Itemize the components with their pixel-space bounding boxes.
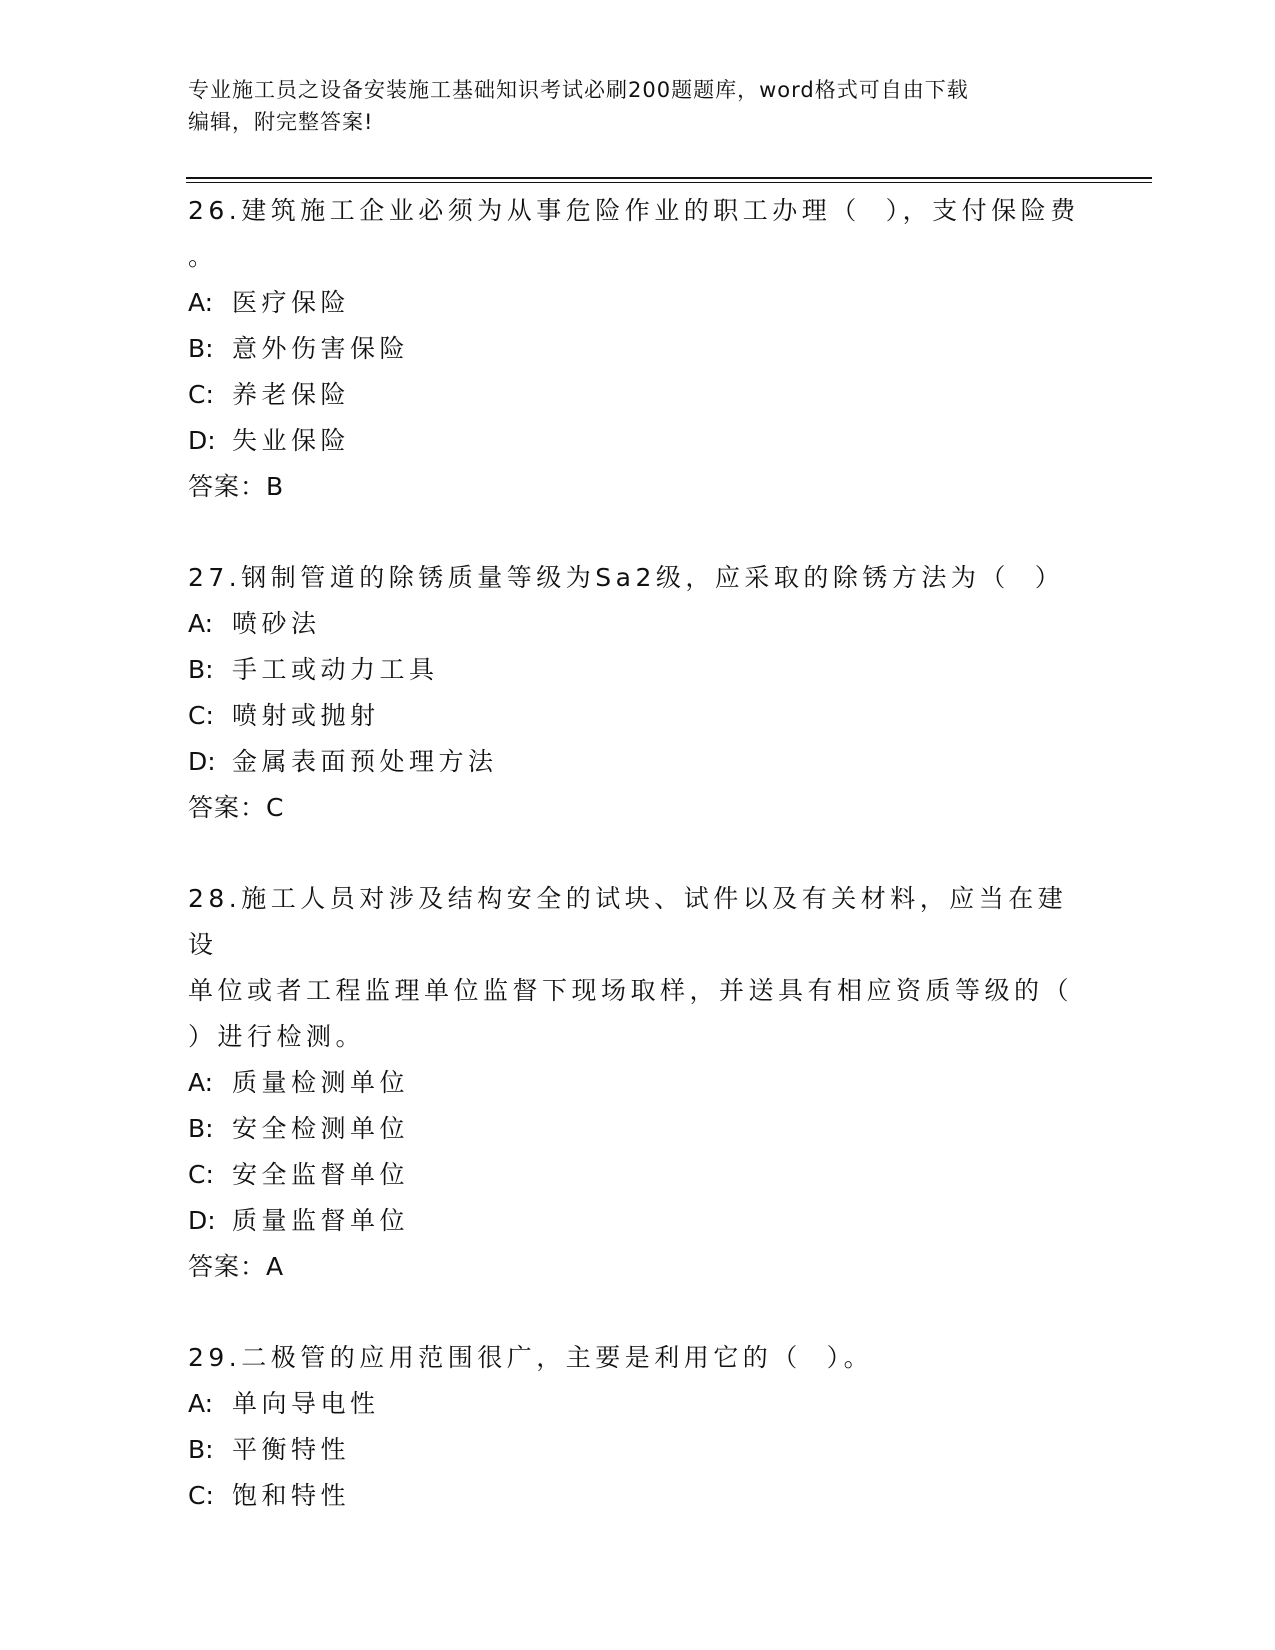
option-text: 喷射或抛射 [232, 701, 380, 730]
header-divider-thick [186, 177, 1152, 179]
answer-line: 答案：B [188, 472, 285, 501]
question-stem-line: ）进行检测。 [188, 1022, 366, 1051]
option-key: C: [188, 1160, 214, 1189]
option-text: 质量检测单位 [232, 1068, 410, 1097]
question-28 [188, 876, 1088, 1290]
option-key: D: [188, 747, 216, 776]
option-key: C: [188, 1481, 214, 1510]
option-key: A: [188, 609, 214, 638]
option-text: 饱和特性 [232, 1481, 351, 1510]
option-key: B: [188, 655, 214, 684]
option-c [188, 693, 1088, 739]
option-text: 喷砂法 [232, 609, 321, 638]
option-key: B: [188, 1435, 214, 1464]
option-key: A: [188, 1389, 214, 1418]
option-text: 安全检测单位 [232, 1114, 410, 1143]
answer-line: 答案：A [188, 1252, 285, 1281]
option-key: D: [188, 1206, 216, 1235]
question-26 [188, 188, 1088, 510]
option-c [188, 1152, 1088, 1198]
question-29 [188, 1335, 1088, 1519]
option-key: C: [188, 701, 214, 730]
option-d [188, 418, 1088, 464]
option-text: 养老保险 [232, 380, 351, 409]
option-c [188, 372, 1088, 418]
option-text: 安全监督单位 [232, 1160, 410, 1189]
option-a [188, 1060, 1088, 1106]
question-list [188, 188, 1088, 1519]
question-spacer [188, 831, 1088, 876]
question-spacer [188, 510, 1088, 555]
question-stem-line: 单位或者工程监理单位监督下现场取样，并送具有相应资质等级的（ [188, 976, 1074, 1005]
option-text: 手工或动力工具 [232, 655, 439, 684]
header-line-2: 编辑，附完整答案! [188, 110, 374, 134]
question-stem-line: 29.二极管的应用范围很广，主要是利用它的（ ）。 [188, 1343, 874, 1372]
option-key: A: [188, 1068, 214, 1097]
option-a [188, 1381, 1088, 1427]
question-spacer [188, 1290, 1088, 1335]
option-key: A: [188, 288, 214, 317]
option-d [188, 739, 1088, 785]
option-key: B: [188, 334, 214, 363]
header-line-1: 专业施工员之设备安装施工基础知识考试必刷200题题库，word格式可自由下载 [188, 78, 969, 102]
question-stem-line: 28.施工人员对涉及结构安全的试块、试件以及有关材料，应当在建设 [188, 884, 1068, 959]
option-b [188, 1427, 1088, 1473]
option-key: D: [188, 426, 216, 455]
document-header [188, 74, 1068, 138]
option-text: 质量监督单位 [232, 1206, 410, 1235]
option-text: 金属表面预处理方法 [232, 747, 498, 776]
answer-line: 答案：C [188, 793, 285, 822]
option-text: 平衡特性 [232, 1435, 351, 1464]
question-stem-line: 。 [188, 242, 218, 271]
option-a [188, 601, 1088, 647]
option-d [188, 1198, 1088, 1244]
option-b [188, 1106, 1088, 1152]
option-text: 失业保险 [232, 426, 351, 455]
option-b [188, 326, 1088, 372]
question-stem-line: 26.建筑施工企业必须为从事危险作业的职工办理（ ），支付保险费 [188, 196, 1080, 225]
option-text: 意外伤害保险 [232, 334, 410, 363]
option-c [188, 1473, 1088, 1519]
option-key: C: [188, 380, 214, 409]
option-a [188, 280, 1088, 326]
option-text: 单向导电性 [232, 1389, 380, 1418]
option-text: 医疗保险 [232, 288, 351, 317]
question-stem-line: 27.钢制管道的除锈质量等级为Sa2级，应采取的除锈方法为（ ） [188, 563, 1065, 592]
question-27 [188, 555, 1088, 831]
option-key: B: [188, 1114, 214, 1143]
header-divider-thin [186, 182, 1152, 183]
option-b [188, 647, 1088, 693]
